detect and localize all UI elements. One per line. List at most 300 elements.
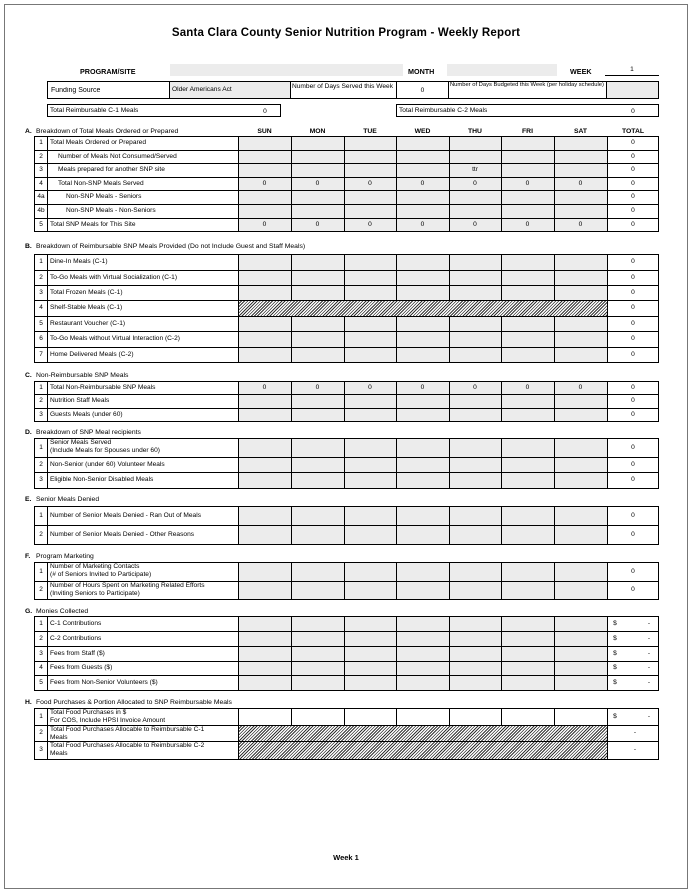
section-c-row-3-sun-input[interactable] (239, 409, 291, 421)
section-b-row-5-wed-input[interactable] (397, 317, 449, 331)
month-input[interactable] (447, 64, 557, 76)
section-d-row-3-mon-input[interactable] (292, 473, 344, 488)
section-d-row-1-tue-input[interactable] (345, 439, 396, 457)
section-h-row-1-label: Total Food Purchases in $ (50, 709, 127, 716)
section-b-row-3-tue-input[interactable] (345, 286, 396, 300)
total-c2-label: Total Reimbursable C-2 Meals (399, 107, 488, 114)
section-b-row-5-fri-input[interactable] (502, 317, 554, 331)
section-a-row-4a-fri-input[interactable] (502, 191, 554, 204)
section-g-row-5-thu-input[interactable] (450, 676, 501, 690)
section-h-row-1-number: 1 (39, 712, 43, 720)
section-e-row-2-thu-input[interactable] (450, 526, 501, 544)
section-b-row-5-label: Restaurant Voucher (C-1) (50, 319, 126, 327)
section-b-row-3-fri-input[interactable] (502, 286, 554, 300)
section-g-row-5-label: Fees from Non-Senior Volunteers ($) (50, 678, 158, 686)
section-g-row-3-sun-input[interactable] (239, 647, 291, 661)
section-f-row-1-tue-input[interactable] (345, 563, 396, 581)
section-b-row-1-thu-input[interactable] (450, 255, 501, 270)
section-a-row-2-wed-input[interactable] (397, 151, 449, 163)
section-h-row-1-sublabel: For COS, Include HPSI Invoice Amount (50, 717, 166, 724)
section-d-row-3-sun-input[interactable] (239, 473, 291, 488)
section-a-row-1-thu-input[interactable] (450, 137, 501, 150)
section-title-e: Senior Meals Denied (36, 496, 100, 503)
section-b-row-2-thu-input[interactable] (450, 271, 501, 285)
section-g-row-2-sun-input[interactable] (239, 632, 291, 646)
section-b-row-5-thu-input[interactable] (450, 317, 501, 331)
section-g-row-3-fri-input[interactable] (502, 647, 554, 661)
section-a-row-3-sun-input[interactable] (239, 164, 291, 177)
section-d-row-2-label: Non-Senior (under 60) Volunteer Meals (50, 460, 165, 468)
section-d-row-2-tue-input[interactable] (345, 458, 396, 472)
program-site-input[interactable] (170, 64, 403, 76)
section-a-row-2-mon-input[interactable] (292, 151, 344, 163)
section-c-row-3-tue-input[interactable] (345, 409, 396, 421)
section-g-row-5-sun-input[interactable] (239, 676, 291, 690)
section-g-row-3-label: Fees from Staff ($) (50, 649, 105, 657)
section-a-row-3-thu-value: ttr (472, 166, 478, 173)
section-e-row-1-sat-input[interactable] (555, 507, 607, 525)
section-f-row-2-wed-input[interactable] (397, 582, 449, 599)
section-f-row-2-fri-input[interactable] (502, 582, 554, 599)
section-a-row-1-sat-input[interactable] (555, 137, 607, 150)
section-a-row-2-number: 2 (39, 152, 43, 160)
section-d-row-3-fri-input[interactable] (502, 473, 554, 488)
section-b-row-5-total: 0 (631, 319, 635, 327)
section-a-row-5-tue-value: 0 (368, 220, 372, 228)
section-f-row-1-number: 1 (39, 567, 43, 575)
section-h-row-1-amount: - (647, 712, 651, 720)
section-c-row-3-fri-input[interactable] (502, 409, 554, 421)
section-c-row-1-wed-value: 0 (420, 383, 425, 391)
footer-week: Week 1 (333, 853, 359, 862)
section-g-row-5-currency: $ (613, 678, 617, 686)
section-g-row-4-wed-input[interactable] (397, 662, 449, 675)
section-g-row-5-fri-input[interactable] (502, 676, 554, 690)
section-c-row-2-sun-input[interactable] (239, 395, 291, 408)
section-h-row-2-number: 2 (39, 729, 43, 736)
section-b-row-6-mon-input[interactable] (292, 332, 344, 347)
section-b-row-7-label: Home Delivered Meals (C-2) (50, 350, 134, 358)
section-e-row-1-sun-input[interactable] (239, 507, 291, 525)
section-b-row-5-number: 5 (39, 319, 43, 327)
section-f-row-2-sublabel: (Inviting Seniors to Participate) (50, 590, 140, 597)
section-b-row-3-mon-input[interactable] (292, 286, 344, 300)
funding-source-label: Funding Source (51, 87, 101, 94)
section-c-row-1-fri-value: 0 (525, 383, 530, 391)
program-site-label: PROGRAM/SITE (80, 67, 136, 76)
section-d-row-1-thu-input[interactable] (450, 439, 501, 457)
section-b-row-1-sun-input[interactable] (239, 255, 291, 270)
section-e-row-2-number: 2 (39, 530, 43, 538)
section-d-row-2-wed-input[interactable] (397, 458, 449, 472)
week-input[interactable] (605, 64, 659, 76)
section-d-row-1-fri-input[interactable] (502, 439, 554, 457)
section-a-row-4b-fri-input[interactable] (502, 205, 554, 218)
section-h-row-3-sublabel: Meals (50, 750, 68, 757)
section-e-row-1-tue-input[interactable] (345, 507, 396, 525)
section-g-row-1-tue-input[interactable] (345, 617, 396, 631)
section-a-row-2-fri-input[interactable] (502, 151, 554, 163)
section-a-row-5-label: Total SNP Meals for This Site (50, 220, 136, 228)
section-b-row-5-sun-input[interactable] (239, 317, 291, 331)
section-b-row-2-number: 2 (39, 273, 43, 281)
section-c-row-3-mon-input[interactable] (292, 409, 344, 421)
total-c1-value: 0 (263, 108, 267, 115)
section-f-row-1-label: Number of Marketing Contacts (50, 563, 140, 570)
section-g-row-2-tue-input[interactable] (345, 632, 396, 646)
section-b-row-5-mon-input[interactable] (292, 317, 344, 331)
section-b-row-1-mon-input[interactable] (292, 255, 344, 270)
section-g-row-4-sat-input[interactable] (555, 662, 607, 675)
section-a-row-2-label: Number of Meals Not Consumed/Served (58, 152, 177, 160)
section-a-row-1-tue-input[interactable] (345, 137, 396, 150)
section-g-row-1-amount: - (647, 619, 651, 627)
section-d-row-2-fri-input[interactable] (502, 458, 554, 472)
section-a-row-5-number: 5 (39, 220, 43, 228)
section-b-row-2-fri-input[interactable] (502, 271, 554, 285)
section-letter-g: G. (25, 608, 33, 615)
section-c-row-1-number: 1 (39, 383, 43, 391)
section-a-row-4-sat-value: 0 (578, 179, 583, 187)
section-d-row-1-sat-input[interactable] (555, 439, 607, 457)
section-d-row-3-label: Eligible Non-Senior Disabled Meals (50, 476, 154, 483)
section-g-row-1-fri-input[interactable] (502, 617, 554, 631)
section-g-row-3-thu-input[interactable] (450, 647, 501, 661)
section-h-row-3-hatched-area (239, 742, 607, 759)
section-g-row-4-amount: - (647, 664, 651, 671)
section-f-row-2-number: 2 (39, 586, 43, 593)
section-a-row-3-fri-input[interactable] (502, 164, 554, 177)
section-f-row-2-sun-input[interactable] (239, 582, 291, 599)
section-title-a: Breakdown of Total Meals Ordered or Prepared (36, 128, 179, 135)
total-c1-label: Total Reimbursable C-1 Meals (50, 107, 139, 114)
section-e-row-2-mon-input[interactable] (292, 526, 344, 544)
section-d-row-2-mon-input[interactable] (292, 458, 344, 472)
section-b-row-7-tue-input[interactable] (345, 348, 396, 362)
section-a-row-5-mon-value: 0 (315, 220, 320, 228)
section-h-row-1-fri-input[interactable] (502, 709, 554, 725)
section-d-row-1-label: Senior Meals Served (50, 439, 112, 446)
section-f-row-1-fri-input[interactable] (502, 563, 554, 581)
section-b-row-6-wed-input[interactable] (397, 332, 449, 347)
section-a-row-1-fri-input[interactable] (502, 137, 554, 150)
section-g-row-3-sat-input[interactable] (555, 647, 607, 661)
section-g-row-3-wed-input[interactable] (397, 647, 449, 661)
week-label: WEEK (570, 67, 592, 76)
section-d-row-1-mon-input[interactable] (292, 439, 344, 457)
section-b-row-2-sat-input[interactable] (555, 271, 607, 285)
section-a-row-3-number: 3 (39, 166, 43, 173)
day-header-mon: MON (309, 128, 326, 135)
section-b-row-6-fri-input[interactable] (502, 332, 554, 347)
section-c-row-3-thu-input[interactable] (450, 409, 501, 421)
section-f-row-2-thu-input[interactable] (450, 582, 501, 599)
section-g-row-5-mon-input[interactable] (292, 676, 344, 690)
section-a-row-4a-wed-input[interactable] (397, 191, 449, 204)
section-d-row-3-total: 0 (631, 476, 635, 483)
section-e-row-1-thu-input[interactable] (450, 507, 501, 525)
section-g-row-3-currency: $ (613, 649, 617, 657)
section-g-row-4-currency: $ (613, 664, 617, 671)
section-g-row-2-mon-input[interactable] (292, 632, 344, 646)
day-header-wed: WED (414, 128, 431, 135)
section-c-row-1-tue-value: 0 (368, 383, 372, 391)
section-c-row-3-number: 3 (39, 410, 43, 418)
section-e-row-1-wed-input[interactable] (397, 507, 449, 525)
section-b-row-7-fri-input[interactable] (502, 348, 554, 362)
section-a-row-4b-sun-input[interactable] (239, 205, 291, 218)
section-a-row-4a-thu-input[interactable] (450, 191, 501, 204)
section-b-row-7-sun-input[interactable] (239, 348, 291, 362)
section-a-row-1-wed-input[interactable] (397, 137, 449, 150)
section-a-row-5-total: 0 (631, 220, 635, 228)
section-h-row-1-sat-input[interactable] (555, 709, 607, 725)
section-c-row-2-number: 2 (39, 397, 43, 404)
section-g-row-2-label: C-2 Contributions (50, 634, 102, 642)
section-a-row-4a-mon-input[interactable] (292, 191, 344, 204)
section-b-row-2-tue-input[interactable] (345, 271, 396, 285)
section-title-h: Food Purchases & Portion Allocated to SNP Reimbursable Meals (36, 699, 232, 706)
section-b-row-6-total: 0 (631, 335, 635, 342)
section-g-row-4-tue-input[interactable] (345, 662, 396, 675)
section-e-row-2-sat-input[interactable] (555, 526, 607, 544)
section-e-row-2-sun-input[interactable] (239, 526, 291, 544)
section-c-row-2-tue-input[interactable] (345, 395, 396, 408)
section-g-row-2-currency: $ (613, 634, 617, 642)
day-header-thu: THU (468, 128, 482, 135)
section-b-row-2-sun-input[interactable] (239, 271, 291, 285)
section-g-row-4-mon-input[interactable] (292, 662, 344, 675)
section-h-row-1-sun-input[interactable] (239, 709, 291, 725)
section-c-row-2-sat-input[interactable] (555, 395, 607, 408)
section-a-row-1-number: 1 (39, 139, 43, 146)
day-header-fri: FRI (522, 128, 533, 135)
section-f-row-2-mon-input[interactable] (292, 582, 344, 599)
section-b-row-4-total: 0 (631, 304, 635, 311)
section-a-row-3-sat-input[interactable] (555, 164, 607, 177)
section-b-row-1-tue-input[interactable] (345, 255, 396, 270)
section-b-row-3-label: Total Frozen Meals (C-1) (50, 288, 123, 296)
section-b-row-1-sat-input[interactable] (555, 255, 607, 270)
days-budgeted-input[interactable] (607, 82, 658, 98)
section-a-row-1-mon-input[interactable] (292, 137, 344, 150)
section-e-row-1-fri-input[interactable] (502, 507, 554, 525)
section-a-row-3-tue-input[interactable] (345, 164, 396, 177)
section-b-row-6-label: To-Go Meals without Virtual Interaction (C-2) (50, 335, 180, 342)
section-g-row-4-fri-input[interactable] (502, 662, 554, 675)
section-c-row-3-wed-input[interactable] (397, 409, 449, 421)
section-a-row-2-thu-input[interactable] (450, 151, 501, 163)
section-d-row-2-sun-input[interactable] (239, 458, 291, 472)
section-b-row-7-sat-input[interactable] (555, 348, 607, 362)
section-f-row-1-mon-input[interactable] (292, 563, 344, 581)
section-g-row-1-number: 1 (39, 619, 43, 627)
section-g-row-5-sat-input[interactable] (555, 676, 607, 690)
section-b-row-1-fri-input[interactable] (502, 255, 554, 270)
section-b-row-6-thu-input[interactable] (450, 332, 501, 347)
section-a-row-1-label: Total Meals Ordered or Prepared (50, 139, 147, 146)
section-d-row-1-sun-input[interactable] (239, 439, 291, 457)
section-letter-b: B. (25, 243, 32, 250)
section-e-row-1-number: 1 (39, 511, 43, 519)
section-b-row-2-mon-input[interactable] (292, 271, 344, 285)
section-e-row-2-wed-input[interactable] (397, 526, 449, 544)
section-b-row-3-sat-input[interactable] (555, 286, 607, 300)
section-g-row-3-tue-input[interactable] (345, 647, 396, 661)
section-f-row-1-wed-input[interactable] (397, 563, 449, 581)
section-letter-d: D. (25, 429, 32, 436)
section-f-row-1-sublabel: (# of Seniors Invited to Participate) (50, 571, 152, 578)
section-h-row-1-mon-input[interactable] (292, 709, 344, 725)
section-a-row-5-sun-value: 0 (262, 220, 267, 228)
section-g-row-5-number: 5 (39, 678, 43, 686)
section-d-row-3-thu-input[interactable] (450, 473, 501, 488)
section-d-row-1-number: 1 (39, 443, 43, 451)
section-e-row-1-mon-input[interactable] (292, 507, 344, 525)
section-a-row-2-sun-input[interactable] (239, 151, 291, 163)
section-a-row-4-number: 4 (39, 179, 43, 187)
days-served-label: Number of Days Served this Week (292, 83, 394, 90)
section-b-row-7-number: 7 (39, 350, 43, 358)
section-f-row-1-thu-input[interactable] (450, 563, 501, 581)
section-d-row-2-thu-input[interactable] (450, 458, 501, 472)
section-a-row-3-wed-input[interactable] (397, 164, 449, 177)
section-c-row-2-fri-input[interactable] (502, 395, 554, 408)
section-d-row-3-sat-input[interactable] (555, 473, 607, 488)
section-c-row-2-total: 0 (631, 397, 635, 404)
section-b-row-6-tue-input[interactable] (345, 332, 396, 347)
section-b-row-6-sun-input[interactable] (239, 332, 291, 347)
month-label: MONTH (408, 67, 435, 76)
section-a-row-2-sat-input[interactable] (555, 151, 607, 163)
section-a-row-2-tue-input[interactable] (345, 151, 396, 163)
section-a-row-4a-number: 4a (37, 193, 45, 200)
section-g-row-3-mon-input[interactable] (292, 647, 344, 661)
section-e-row-2-fri-input[interactable] (502, 526, 554, 544)
section-a-row-4-mon-value: 0 (315, 179, 320, 187)
grid-vline (47, 438, 48, 488)
section-a-row-4b-number: 4b (37, 207, 45, 214)
section-e-row-2-tue-input[interactable] (345, 526, 396, 544)
section-g-row-4-label: Fees from Guests ($) (50, 664, 113, 671)
section-b-row-7-wed-input[interactable] (397, 348, 449, 362)
section-h-row-2-sublabel: Meals (50, 734, 68, 741)
section-g-row-2-fri-input[interactable] (502, 632, 554, 646)
section-d-row-3-tue-input[interactable] (345, 473, 396, 488)
section-b-row-7-mon-input[interactable] (292, 348, 344, 362)
section-f-row-2-sat-input[interactable] (555, 582, 607, 599)
section-letter-a: A. (25, 128, 32, 135)
section-b-row-5-sat-input[interactable] (555, 317, 607, 331)
section-b-row-1-wed-input[interactable] (397, 255, 449, 270)
section-g-row-4-thu-input[interactable] (450, 662, 501, 675)
day-header-tue: TUE (363, 128, 377, 135)
section-a-row-4a-sun-input[interactable] (239, 191, 291, 204)
section-c-row-1-sat-value: 0 (578, 383, 583, 391)
section-h-row-1-wed-input[interactable] (397, 709, 449, 725)
section-b-row-2-wed-input[interactable] (397, 271, 449, 285)
section-a-row-4a-tue-input[interactable] (345, 191, 396, 204)
section-c-row-3-sat-input[interactable] (555, 409, 607, 421)
section-f-row-2-total: 0 (631, 586, 635, 593)
section-e-row-1-total: 0 (631, 511, 635, 519)
section-b-row-7-thu-input[interactable] (450, 348, 501, 362)
section-g-row-2-wed-input[interactable] (397, 632, 449, 646)
section-a-row-4b-mon-input[interactable] (292, 205, 344, 218)
section-a-row-4b-thu-input[interactable] (450, 205, 501, 218)
section-a-row-2-total: 0 (631, 152, 635, 160)
section-a-row-3-mon-input[interactable] (292, 164, 344, 177)
section-g-row-1-sat-input[interactable] (555, 617, 607, 631)
section-f-row-1-total: 0 (631, 567, 635, 575)
section-b-row-3-sun-input[interactable] (239, 286, 291, 300)
grid-hline (34, 218, 659, 219)
section-g-row-1-wed-input[interactable] (397, 617, 449, 631)
section-a-row-4b-wed-input[interactable] (397, 205, 449, 218)
section-g-row-2-thu-input[interactable] (450, 632, 501, 646)
section-g-row-1-currency: $ (613, 619, 617, 627)
section-d-row-2-sat-input[interactable] (555, 458, 607, 472)
section-c-row-2-mon-input[interactable] (292, 395, 344, 408)
section-b-row-1-number: 1 (39, 258, 43, 265)
section-b-row-2-label: To-Go Meals with Virtual Socialization (C-1) (50, 273, 178, 281)
section-a-row-4-sun-value: 0 (262, 179, 267, 187)
day-header-total: TOTAL (621, 128, 645, 135)
section-g-row-3-amount: - (647, 649, 651, 657)
section-c-row-1-sun-value: 0 (262, 383, 267, 391)
section-a-row-5-thu-value: 0 (473, 220, 477, 228)
section-g-row-5-tue-input[interactable] (345, 676, 396, 690)
section-g-row-4-number: 4 (39, 664, 43, 671)
section-g-row-1-mon-input[interactable] (292, 617, 344, 631)
section-f-row-1-sat-input[interactable] (555, 563, 607, 581)
grid-vline (607, 616, 608, 690)
section-a-row-1-sun-input[interactable] (239, 137, 291, 150)
section-h-row-2-label: Total Food Purchases Allocable to Reimbursable C-1 (50, 726, 205, 733)
section-h-row-1-tue-input[interactable] (345, 709, 396, 725)
section-a-row-4b-tue-input[interactable] (345, 205, 396, 218)
section-b-row-3-thu-input[interactable] (450, 286, 501, 300)
section-d-row-1-wed-input[interactable] (397, 439, 449, 457)
section-d-row-2-number: 2 (39, 460, 43, 468)
section-b-row-6-sat-input[interactable] (555, 332, 607, 347)
section-b-row-1-label: Dine-In Meals (C-1) (50, 258, 108, 265)
section-title-c: Non-Reimbursable SNP Meals (36, 372, 129, 379)
section-a-row-4a-total: 0 (631, 193, 635, 200)
section-f-row-2-tue-input[interactable] (345, 582, 396, 599)
section-g-row-2-sat-input[interactable] (555, 632, 607, 646)
section-g-row-1-thu-input[interactable] (450, 617, 501, 631)
section-a-row-4b-sat-input[interactable] (555, 205, 607, 218)
section-c-row-2-wed-input[interactable] (397, 395, 449, 408)
section-b-row-3-wed-input[interactable] (397, 286, 449, 300)
section-h-row-1-thu-input[interactable] (450, 709, 501, 725)
days-served-value: 0 (420, 87, 425, 94)
section-b-row-5-tue-input[interactable] (345, 317, 396, 331)
section-a-row-4a-sat-input[interactable] (555, 191, 607, 204)
section-g-row-4-sun-input[interactable] (239, 662, 291, 675)
section-c-row-2-thu-input[interactable] (450, 395, 501, 408)
section-d-row-3-wed-input[interactable] (397, 473, 449, 488)
section-g-row-1-sun-input[interactable] (239, 617, 291, 631)
section-g-row-5-wed-input[interactable] (397, 676, 449, 690)
section-d-row-1-total: 0 (631, 443, 635, 451)
section-title-f: Program Marketing (36, 553, 94, 560)
section-c-row-3-total: 0 (631, 410, 635, 418)
section-h-row-2-hatched-area (239, 726, 607, 741)
section-h-row-3-amount: - (633, 746, 637, 753)
section-f-row-1-sun-input[interactable] (239, 563, 291, 581)
